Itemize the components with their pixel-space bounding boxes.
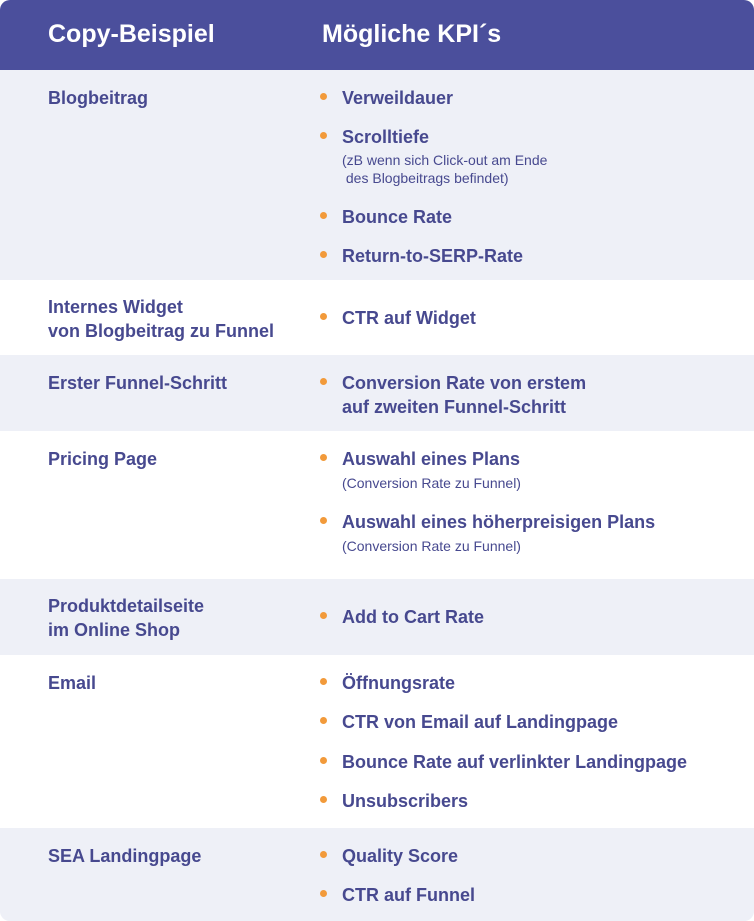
bullet-icon bbox=[320, 378, 327, 385]
copy-line: im Online Shop bbox=[48, 620, 181, 640]
copy-line: Erster Funnel-Schritt bbox=[48, 373, 228, 393]
copy-example-label bbox=[48, 371, 227, 395]
table-row-pricing-page bbox=[0, 431, 754, 579]
bullet-icon bbox=[320, 313, 327, 320]
kpi-label: CTR auf Funnel bbox=[342, 885, 475, 905]
kpi-label: Auswahl eines Plans bbox=[342, 449, 521, 469]
bullet-icon bbox=[320, 678, 327, 685]
kpi-note bbox=[342, 474, 521, 492]
table-row-erster-funnel-schritt bbox=[0, 355, 754, 431]
kpi-label: Verweildauer bbox=[342, 88, 454, 108]
bullet-icon bbox=[320, 517, 327, 524]
table-row-blogbeitrag bbox=[0, 70, 754, 280]
kpi-label: Auswahl eines höherpreisigen Plans bbox=[342, 512, 656, 532]
kpi-note-line: (zB wenn sich Click-out am Ende bbox=[342, 152, 548, 168]
kpi-label: Scrolltiefe bbox=[342, 127, 430, 147]
header-possible-kpis: Mögliche KPI´s bbox=[322, 20, 502, 48]
copy-example-label bbox=[48, 671, 96, 695]
copy-line: Internes Widget bbox=[48, 297, 183, 317]
bullet-icon bbox=[320, 757, 327, 764]
copy-line: Email bbox=[48, 673, 97, 693]
copy-example-label bbox=[48, 86, 148, 110]
bullet-icon bbox=[320, 251, 327, 258]
bullet-icon bbox=[320, 132, 327, 139]
kpi-note-line: (Conversion Rate zu Funnel) bbox=[342, 475, 521, 491]
copy-example-label bbox=[48, 295, 274, 343]
kpi-note bbox=[342, 151, 547, 187]
bullet-icon bbox=[320, 890, 327, 897]
copy-example-label bbox=[48, 594, 204, 642]
bullet-icon bbox=[320, 851, 327, 858]
kpi-label-line: Conversion Rate von erstem bbox=[342, 373, 587, 393]
bullet-icon bbox=[320, 454, 327, 461]
kpi-label: Bounce Rate bbox=[342, 207, 453, 227]
table-header bbox=[0, 0, 754, 70]
copy-line: Pricing Page bbox=[48, 449, 158, 469]
copy-line: SEA Landingpage bbox=[48, 846, 202, 866]
copy-example-label bbox=[48, 447, 157, 471]
kpi-label-line: auf zweiten Funnel-Schritt bbox=[342, 397, 567, 417]
table-row-email bbox=[0, 655, 754, 828]
kpi-label: Öffnungsrate bbox=[342, 673, 456, 693]
kpi-label: Quality Score bbox=[342, 846, 459, 866]
copy-line: von Blogbeitrag zu Funnel bbox=[48, 321, 274, 341]
bullet-icon bbox=[320, 93, 327, 100]
header-copy-example: Copy-Beispiel bbox=[48, 20, 215, 48]
kpi-label: Add to Cart Rate bbox=[342, 607, 485, 627]
table-row-sea-landingpage bbox=[0, 828, 754, 921]
kpi-label: Unsubscribers bbox=[342, 791, 469, 811]
copy-line: Blogbeitrag bbox=[48, 88, 149, 108]
kpi-label bbox=[342, 371, 586, 419]
table-row-internes-widget bbox=[0, 280, 754, 355]
kpi-label: CTR auf Widget bbox=[342, 308, 476, 328]
kpi-label: Bounce Rate auf verlinkter Landingpage bbox=[342, 752, 688, 772]
bullet-icon bbox=[320, 796, 327, 803]
kpi-note-line: (Conversion Rate zu Funnel) bbox=[342, 538, 521, 554]
copy-line: Produktdetailseite bbox=[48, 596, 205, 616]
kpi-note-line: des Blogbeitrags befindet) bbox=[342, 170, 509, 186]
table-row-produktdetailseite bbox=[0, 579, 754, 655]
copy-example-label bbox=[48, 844, 201, 868]
bullet-icon bbox=[320, 612, 327, 619]
kpi-label: Return-to-SERP-Rate bbox=[342, 246, 524, 266]
kpi-label: CTR von Email auf Landingpage bbox=[342, 712, 619, 732]
kpi-note bbox=[342, 537, 521, 555]
bullet-icon bbox=[320, 717, 327, 724]
bullet-icon bbox=[320, 212, 327, 219]
